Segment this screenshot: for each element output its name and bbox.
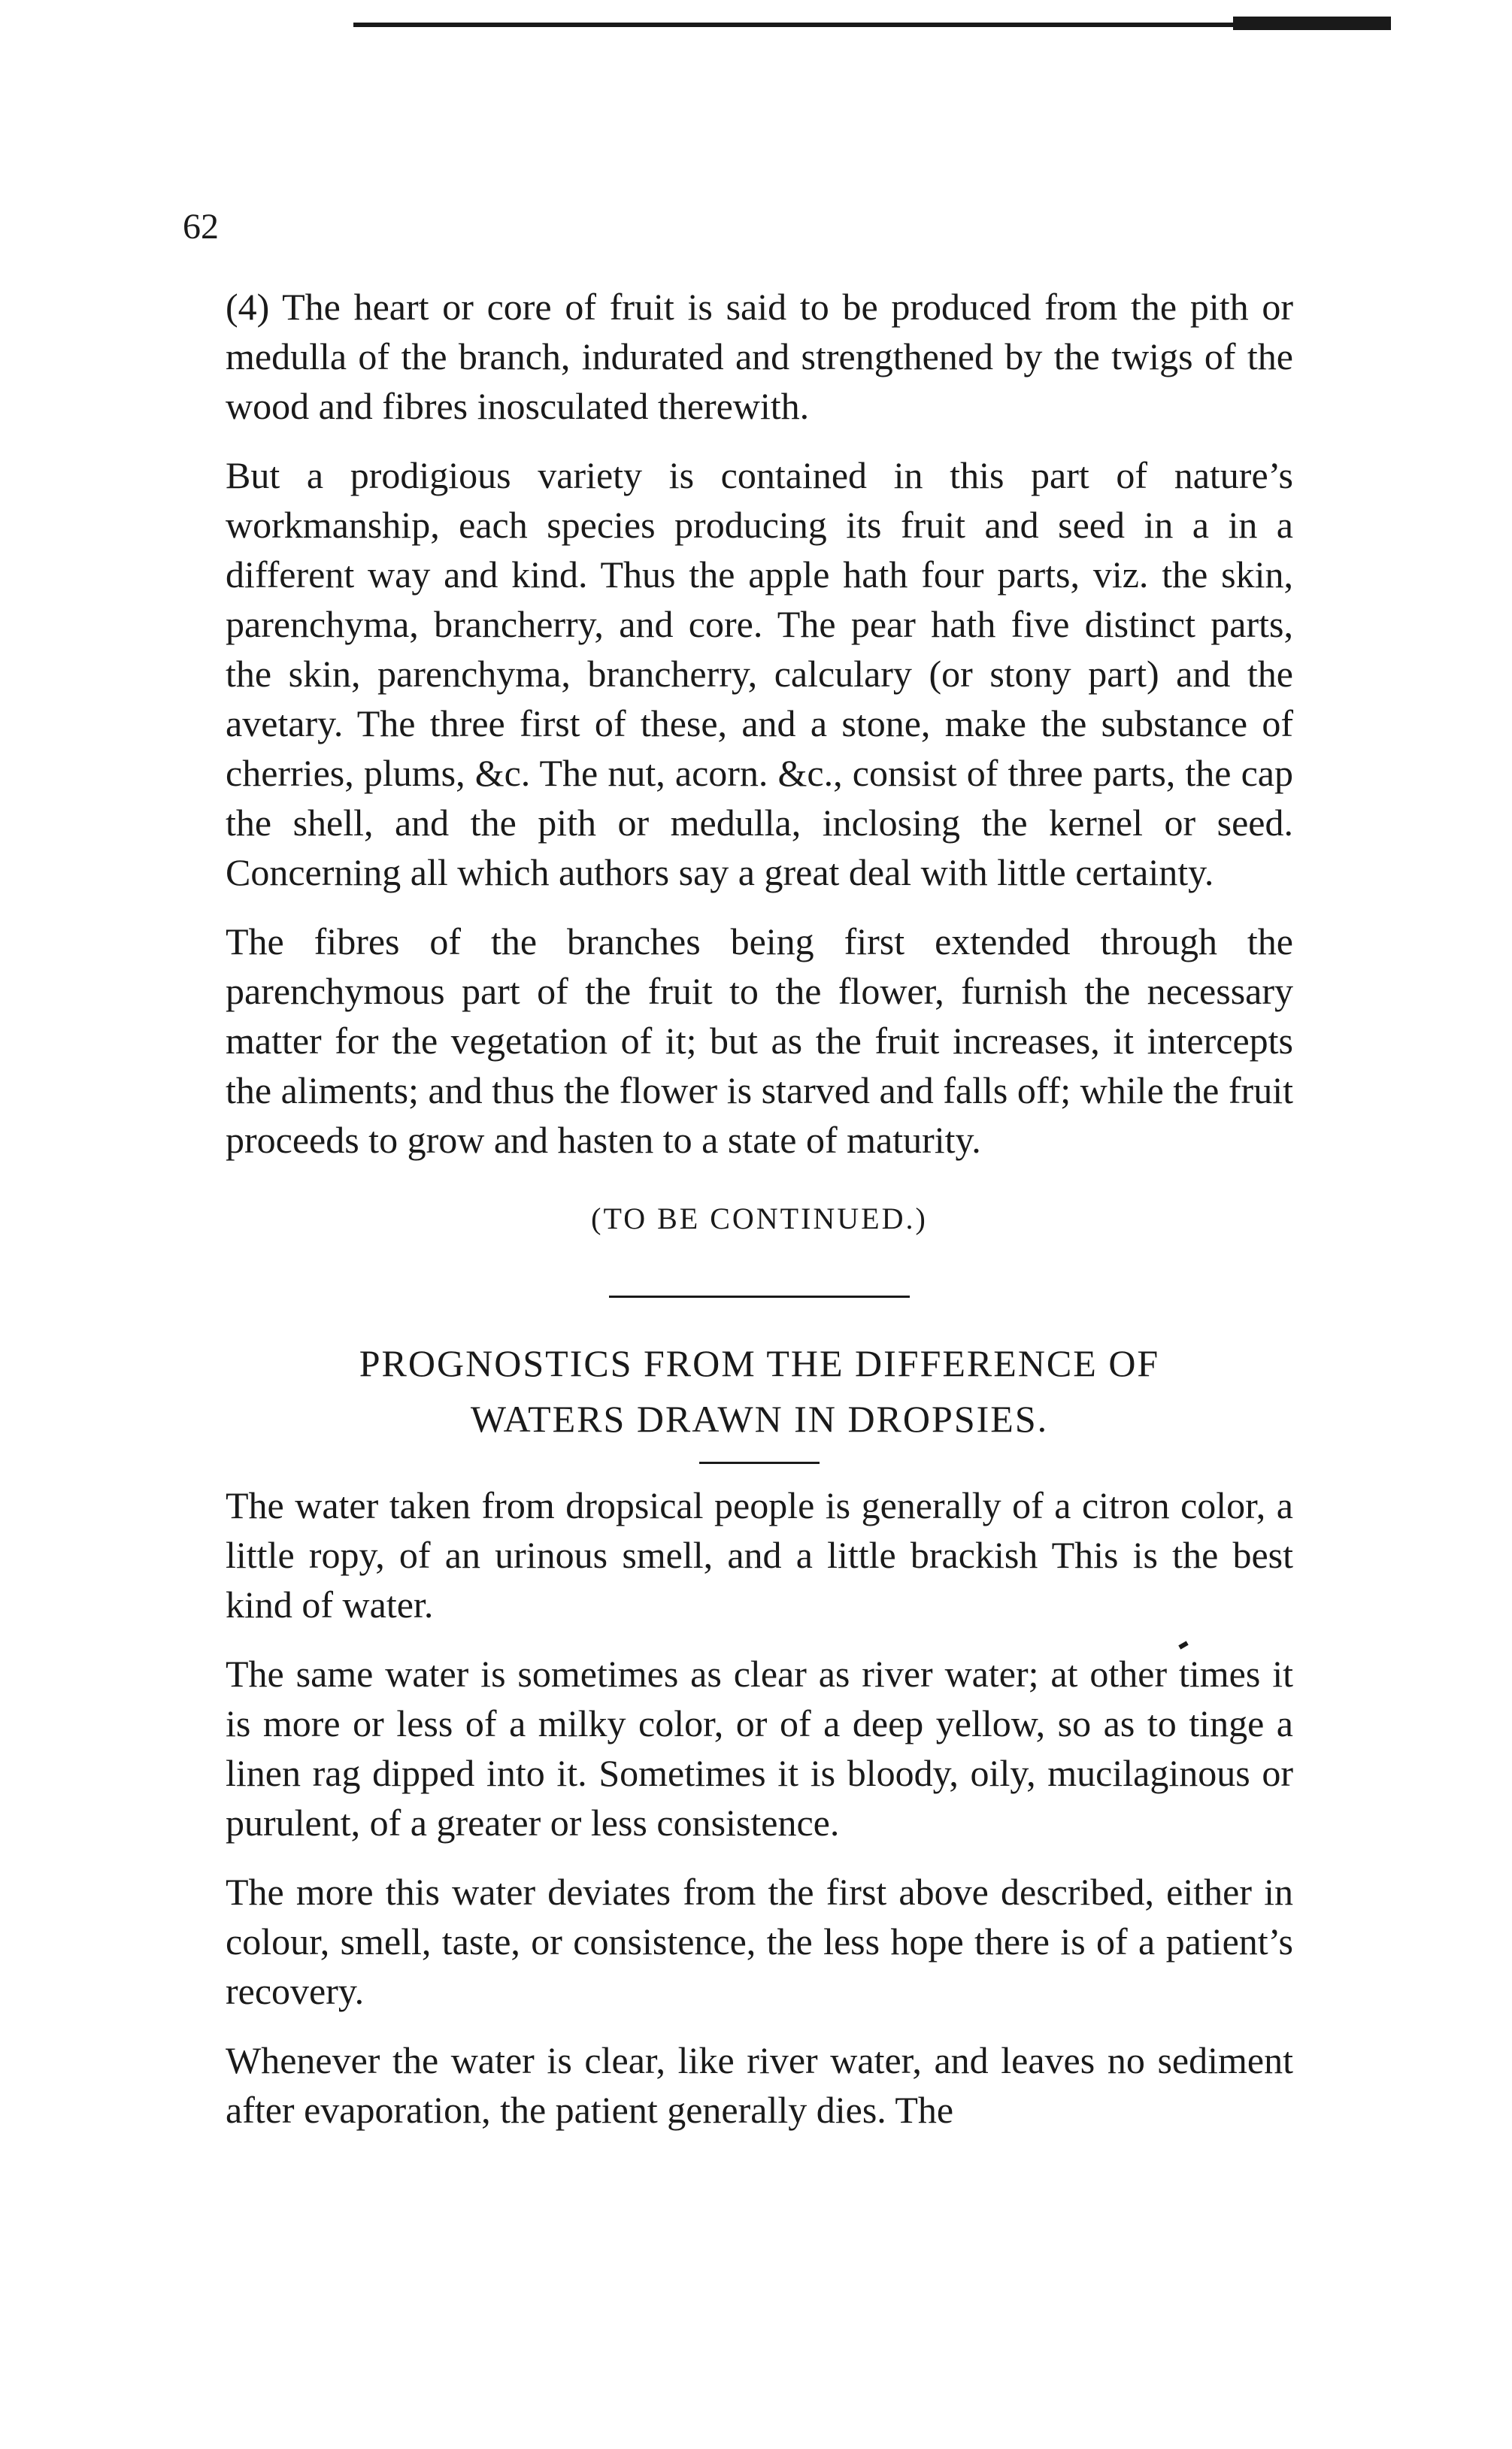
paragraph: The water taken from dropsical people is generally of a citron color, a little ropy, of an urinous smell, and a little brackish This is the best kind of water. <box>226 1484 1293 1626</box>
section-divider <box>609 1296 910 1298</box>
paragraph: The more this water deviates from the first above described, either in colour, smell, taste, or consistence, the less hope there is of a patient’s recovery. <box>226 1871 1293 2012</box>
paragraph: The same water is sometimes as clear as river water; at other times it is more or less of a milky color, or of a deep yellow, so as to tinge a linen rag dipped into it. Sometimes it is bloody, oily, mucilaginous or purulent, of a greater or less consistence. <box>226 1653 1293 1844</box>
paragraph: But a prodigious variety is contained in this part of nature’s workmanship, each species producing its fruit and seed in a in a different way and kind. Thus the apple hath four parts, viz. the skin, parenchyma, brancherry, and core. The pear hath five distinct parts, the skin, parenchyma, brancherry, calculary (or stony part) and the avetary. The three first of these, and a stone, make the substance of cherries, plums, &c. The nut, acorn. &c., consist of three parts, the cap the shell, and the pith or medulla, inclosing the kernel or seed. Concerning all which authors say a great deal with little certainty. <box>226 454 1293 893</box>
top-border-rule-thick <box>1233 17 1391 30</box>
text-column <box>226 282 1293 2154</box>
section-heading-line-2: WATERS DRAWN IN DROPSIES. <box>470 1398 1049 1440</box>
page-number: 62 <box>183 207 219 247</box>
heading-underline <box>699 1462 820 1464</box>
paragraph: The fibres of the branches being first extended through the parenchymous part of the fruit to the flower, furnish the necessary matter for the vegetation of it; but as the fruit increases, it intercepts the aliments; and thus the flower is starved and falls off; while the fruit proceeds to grow and hasten to a state of maturity. <box>226 920 1293 1161</box>
paragraph: (4) The heart or core of fruit is said to be produced from the pith or medulla of the branch, indurated and strengthened by the twigs of the wood and fibres inosculated therewith. <box>226 286 1293 427</box>
section-heading-line-1: PROGNOSTICS FROM THE DIFFERENCE OF <box>359 1342 1160 1384</box>
section-heading <box>226 1335 1293 1447</box>
paragraph: Whenever the water is clear, like river water, and leaves no sediment after evaporation, the patient generally dies. The <box>226 2039 1293 2131</box>
continued-note: (TO BE CONTINUED.) <box>591 1202 928 1235</box>
